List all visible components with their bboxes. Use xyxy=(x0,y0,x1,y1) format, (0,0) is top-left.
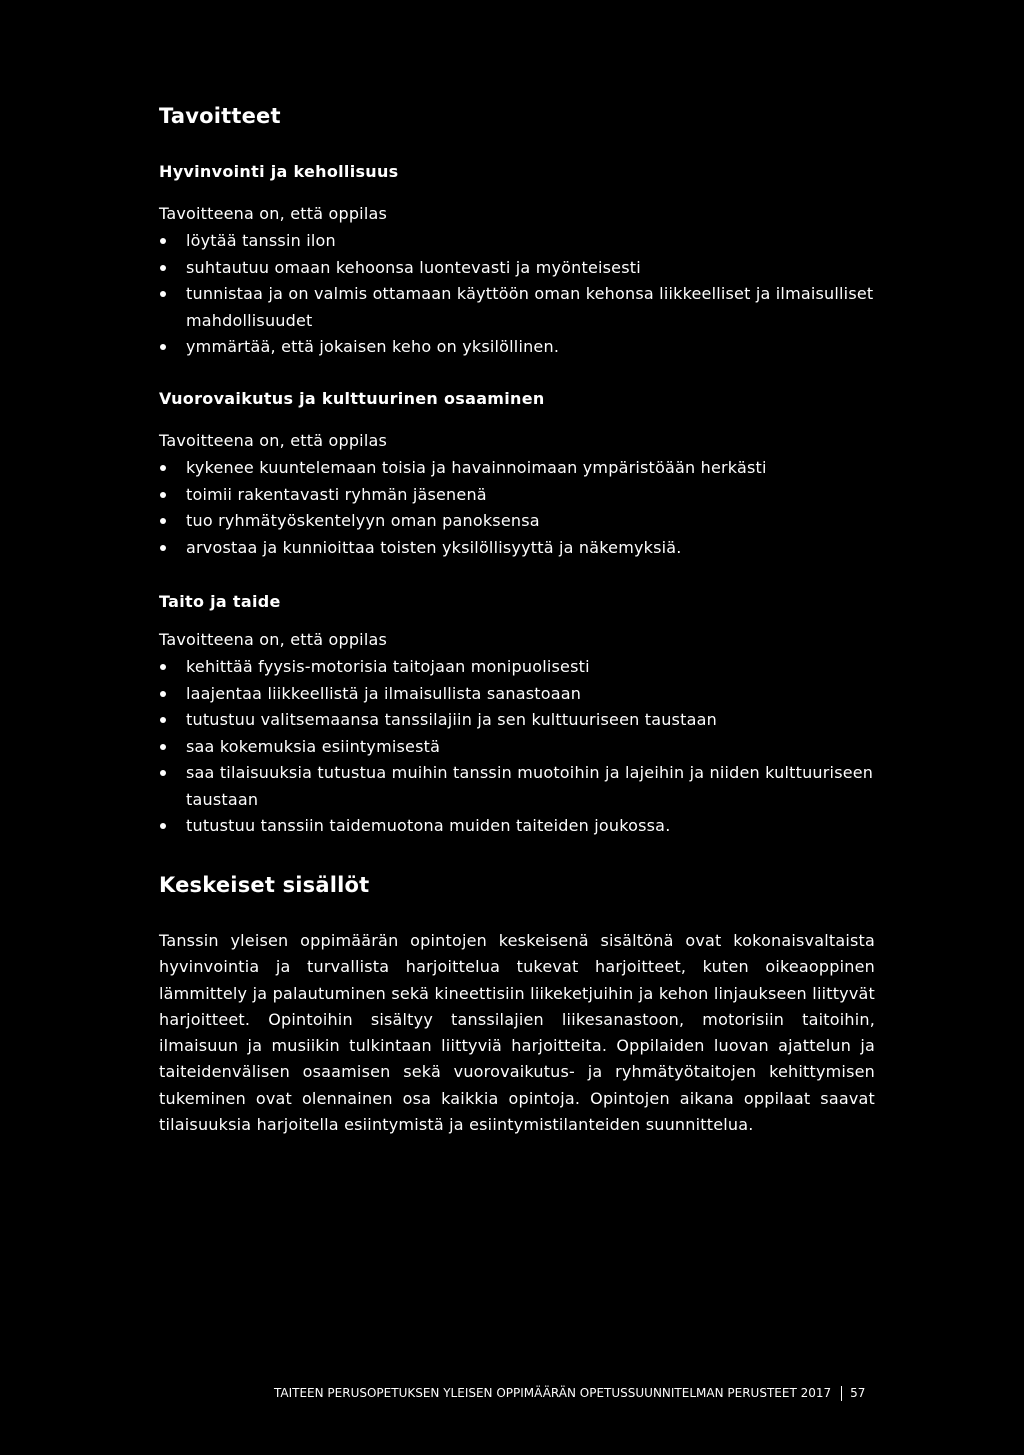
content-paragraph: Tanssin yleisen oppimäärän opintojen keskeisenä sisältönä ovat kokonaisvaltaista hyvinvointia ja turvallista harjoittelua tukevat harjoitteet, kuten oikeaoppinen lämmittely ja palautuminen sekä kineettisiin liikeketjuihin ja kehon linjaukseen liittyvät harjoitteet. Opintoihin sisältyy tanssilajien liikesanastoon, motorisiin taitoihin, ilmaisuun ja musiikin tulkintaan liittyviä harjoitteita. Oppilaiden luovan ajattelun ja taiteidenvälisen osaamisen sekä vuorovaikutus- ja ryhmätyötaitojen kehittymisen tukeminen ovat olennainen osa kaikkia opintoja. Opintojen aikana oppilaat saavat tilaisuuksia harjoitella esiintymistä ja esiintymistilanteiden suunnittelua. xyxy=(159,931,875,1135)
section-intro: Tavoitteena on, että oppilas xyxy=(159,204,388,223)
list-item: kykenee kuuntelemaan toisia ja havainnoimaan ympäristöään herkästi xyxy=(159,455,899,482)
list-item: löytää tanssin ilon xyxy=(159,228,899,255)
list-item: tunnistaa ja on valmis ottamaan käyttöön oman kehonsa liikkeelliset ja ilmaisulliset mahdollisuudet xyxy=(159,281,899,334)
footer-divider xyxy=(841,1386,842,1401)
page-number: 57 xyxy=(850,1386,866,1400)
list-item: kehittää fyysis-motorisia taitojaan monipuolisesti xyxy=(159,654,899,681)
content-heading: Keskeiset sisällöt xyxy=(159,873,370,897)
section-intro: Tavoitteena on, että oppilas xyxy=(159,630,388,649)
list-item: saa kokemuksia esiintymisestä xyxy=(159,734,899,761)
page-footer xyxy=(274,1383,914,1403)
list-item: suhtautuu omaan kehoonsa luontevasti ja myönteisesti xyxy=(159,255,899,282)
goal-list-vuorovaikutus xyxy=(159,455,899,561)
list-item: saa tilaisuuksia tutustua muihin tanssin muotoihin ja lajeihin ja niiden kulttuuriseen taustaan xyxy=(159,760,899,813)
list-item: ymmärtää, että jokaisen keho on yksilöllinen. xyxy=(159,334,899,361)
list-item: tutustuu valitsemaansa tanssilajiin ja sen kulttuuriseen taustaan xyxy=(159,707,899,734)
footer-title: TAITEEN PERUSOPETUKSEN YLEISEN OPPIMÄÄRÄN OPETUSSUUNNITELMAN PERUSTEET 2017 xyxy=(274,1386,832,1400)
page-title: Tavoitteet xyxy=(159,104,281,128)
section-heading-vuorovaikutus: Vuorovaikutus ja kulttuurinen osaaminen xyxy=(159,389,545,408)
list-item: tutustuu tanssiin taidemuotona muiden taiteiden joukossa. xyxy=(159,813,899,840)
goal-list-hyvinvointi xyxy=(159,228,899,361)
section-heading-hyvinvointi: Hyvinvointi ja kehollisuus xyxy=(159,162,399,181)
section-intro: Tavoitteena on, että oppilas xyxy=(159,431,388,450)
list-item: toimii rakentavasti ryhmän jäsenenä xyxy=(159,482,899,509)
list-item: arvostaa ja kunnioittaa toisten yksilöllisyyttä ja näkemyksiä. xyxy=(159,535,899,562)
list-item: laajentaa liikkeellistä ja ilmaisullista sanastoaan xyxy=(159,681,899,708)
section-heading-taito-ja-taide: Taito ja taide xyxy=(159,592,281,611)
goal-list-taito-ja-taide xyxy=(159,654,899,840)
list-item: tuo ryhmätyöskentelyyn oman panoksensa xyxy=(159,508,899,535)
